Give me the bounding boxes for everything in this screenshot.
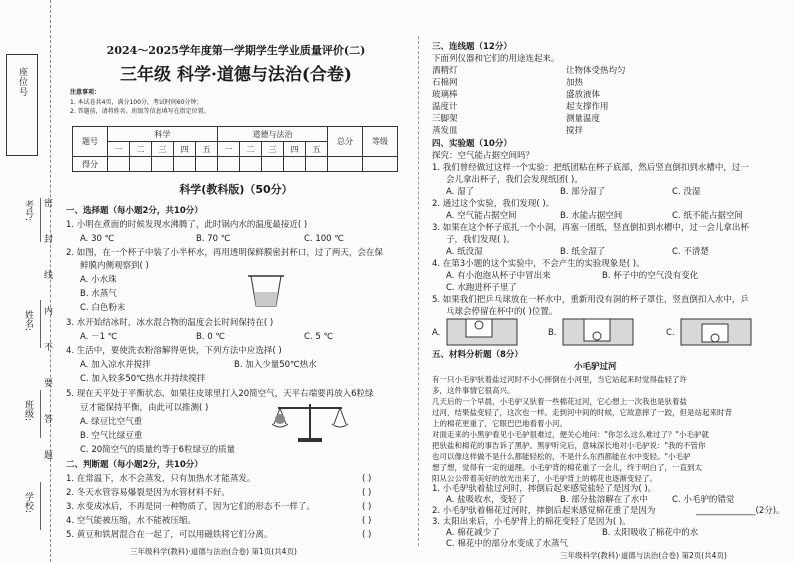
use-item[interactable]: 盛放液体: [566, 90, 601, 100]
pic-label: A.: [432, 328, 441, 338]
score-cell[interactable]: [174, 157, 196, 172]
q2-heading: 二、判断题（每小题2分，共10分）: [66, 460, 203, 470]
option: A. 加入凉水并搅拌: [80, 360, 151, 370]
story-line: 上的棉花更重了，它眼巴巴地看着小河。: [432, 419, 567, 428]
option: A. 棉花减少了: [446, 528, 500, 538]
story-line: 对面走来的小黑驴看见小毛驴很难过，便关心地问："你怎么这么难过了？"小毛驴就: [432, 430, 709, 439]
q4-heading: 四、实验题（10分）: [432, 139, 512, 149]
option: B. 部分湿了: [560, 187, 606, 197]
option: A. 30 ℃: [80, 234, 115, 244]
pic-label: B.: [548, 328, 557, 338]
question-line: 4. 生活中，要使洗衣粉溶解得更快，下列方法中应选择( ): [66, 346, 282, 356]
score-group-science: 科学: [108, 127, 218, 142]
option: C. 棉花中的部分水变成了水蒸气: [446, 539, 568, 549]
answer-paren[interactable]: ( ): [362, 502, 372, 512]
xuexiao-line[interactable]: [40, 482, 41, 530]
option: B. 70 ℃: [196, 234, 231, 244]
score-col: 五: [196, 142, 218, 157]
seal-char: 题: [44, 451, 54, 461]
score-table: [72, 126, 398, 172]
option: A. 盐吸收水，变轻了: [446, 495, 526, 505]
q4-line: 乓球会停留在杯中的( )位置。: [446, 307, 558, 317]
tool-item[interactable]: 三脚架: [432, 114, 458, 124]
exam-title: 三年级 科学·道德与法治(合卷): [120, 65, 352, 85]
seal-char: 不: [44, 343, 54, 353]
answer-paren[interactable]: ( ): [362, 516, 372, 526]
score-cell[interactable]: [196, 157, 218, 172]
story-line: 过河，结果盐变轻了，这次也一样。走到河中间的时候，它故意摔了一跤，但是站起来时背: [432, 408, 732, 417]
score-col: 五: [306, 142, 328, 157]
option: B. 0 ℃: [196, 332, 225, 342]
judge-item: 2. 冬天水管容易爆裂是因为水管材料不好。: [66, 488, 230, 498]
score-row-label: 得分: [73, 157, 108, 172]
seal-char: 要: [44, 379, 54, 389]
exam-subtitle: 2024～2025学年度第一学期学生学业质量评价(二): [106, 44, 366, 57]
score-group-moral: 道德与法治: [218, 127, 328, 142]
score-col: 一: [108, 142, 130, 157]
tool-item[interactable]: 玻璃棒: [432, 90, 458, 100]
tool-item[interactable]: 蒸发皿: [432, 126, 458, 136]
use-item[interactable]: 起支撑作用: [566, 102, 609, 112]
pic-label: C.: [666, 328, 675, 338]
q4-line: 子，我们发现( )。: [446, 235, 515, 245]
question-line: 2. 如图，在一个杯子中装了小半杯水，再用透明保鲜膜密封杯口，过了两天，会在保: [66, 248, 383, 258]
tool-item[interactable]: 温度计: [432, 102, 458, 112]
use-item[interactable]: 加热: [566, 78, 584, 88]
q4-line: 3. 如果在这个杯子底扎一个小洞，再塞一团纸，竖直倒扣到水槽中，过一会儿拿出杯: [432, 223, 749, 233]
q4-line: 会儿拿出杯子，我们会发现纸团( )。: [446, 175, 583, 185]
score-cell[interactable]: [363, 157, 398, 172]
balance-scale-figure: [270, 398, 350, 444]
score-col: 二: [130, 142, 152, 157]
question-line: 3. 水开始结冰时，冰水混合物的温度会长时间保持在( ): [66, 318, 274, 328]
page-fold: [418, 36, 419, 546]
tool-item[interactable]: 石棉网: [432, 78, 458, 88]
option: B. 部分盐溶解在了水中: [560, 495, 648, 505]
science-section-title: 科学(教科版)（50分）: [179, 183, 293, 196]
question-line: 5. 现在天平处于平衡状态，如果往皮球里打入20简空气，天平右端要再放入6粒绿: [66, 389, 374, 399]
answer-paren[interactable]: ( ): [362, 474, 372, 484]
score-grade: 等级: [363, 127, 398, 157]
score-total: 总分: [328, 127, 363, 157]
score-cell[interactable]: [108, 157, 130, 172]
score-cell[interactable]: [218, 157, 240, 172]
question-line: 豆才能保持平衡，由此可以推测( ): [80, 403, 209, 413]
notice-heading: 注意事项：: [70, 89, 101, 96]
answer-paren[interactable]: ( ): [362, 488, 372, 498]
option: A. 有小泡泡从杯子中冒出来: [446, 271, 551, 281]
judge-item: 1. 在常温下，水不会蒸发，只有加热水才能蒸发。: [66, 474, 256, 484]
question-line: 鲜膜内侧观察到( ): [80, 261, 149, 271]
q4-line: 4. 在第3小题的这个实验中，不会产生的实验现象是( )。: [432, 259, 645, 269]
option: C. 5 ℃: [304, 332, 333, 342]
score-col: 三: [152, 142, 174, 157]
story-line: 几天后的一个早晨，小毛驴又驮着一些棉花过河，它心想上一次我也是驮着盐: [432, 397, 687, 406]
seal-char: 答: [44, 415, 54, 425]
option: C. 不清楚: [672, 247, 709, 257]
kaohao-label: 考号:: [23, 200, 33, 222]
q5-blank[interactable]: ______________(2分)。: [696, 506, 785, 516]
option: C. 100 ℃: [304, 234, 344, 244]
score-cell[interactable]: [284, 157, 306, 172]
q5-heading: 五、材料分析题（8分）: [432, 350, 523, 360]
option: B. 水蒸气: [80, 289, 117, 299]
xuexiao-label: 学校:: [23, 492, 33, 514]
seat-label: 座位号: [17, 67, 27, 97]
score-row-label: 题号: [73, 127, 108, 157]
q4-line: 2. 通过这个实验，我们发现( )。: [432, 199, 555, 209]
score-col: 二: [240, 142, 262, 157]
story-title: 小毛驴过河: [574, 362, 617, 372]
q5-line: 3. 太阳出来后，小毛驴背上的棉花变轻了是因为( )。: [432, 517, 631, 527]
option: C. 20简空气的质量约等于6粒绿豆的质量: [80, 445, 236, 455]
judge-item: 5. 黄豆和铁屑混合在一起了，可以用磁铁将它们分离。: [66, 530, 273, 540]
notice-item: 1. 本试卷共4页，满分100分，考试时间60分钟；: [70, 99, 203, 106]
score-col: 四: [174, 142, 196, 157]
option: A. 小水珠: [80, 275, 117, 285]
option: C. 水跑进杯子里了: [446, 283, 517, 293]
use-item[interactable]: 搅拌: [566, 126, 584, 136]
q3-heading: 三、连线题（12分）: [432, 42, 512, 52]
option: C. 小毛驴的错觉: [672, 495, 735, 505]
score-cell[interactable]: [240, 157, 262, 172]
q4-line: 5. 如果我们把乒乓球放在一杯水中，重新用没有洞的杯子罩住，竖直倒扣入水中，乒: [432, 295, 749, 305]
option: A. 绿豆比空气重: [80, 417, 143, 427]
score-cell[interactable]: [262, 157, 284, 172]
notice-item: 2. 答题前，请将姓名、班级等信息填写在指定位置。: [70, 108, 210, 115]
q5-line: 2. 小毛驴驮着棉花过河时，摔倒后起来感觉棉花重了是因为: [432, 506, 656, 516]
tank-figure-c: [680, 318, 752, 346]
option: A. 纸没湿: [446, 247, 483, 257]
option: C. 纸不能占据空间: [672, 211, 743, 221]
use-item[interactable]: 让物体受热均匀: [566, 66, 626, 76]
score-col: 三: [262, 142, 284, 157]
question-line: 1. 小明在煮面的时候发现水沸腾了，此时锅内水的温度最接近( ): [66, 220, 308, 230]
q4-line: 探究：空气能占据空间吗？: [432, 151, 535, 161]
option: B. 纸全湿了: [560, 247, 606, 257]
score-cell[interactable]: [306, 157, 328, 172]
footer-right: 三年级科学(教科)·道德与法治(合卷) 第2页(共4页): [560, 551, 727, 560]
use-item[interactable]: 测量温度: [566, 114, 601, 124]
seal-char: 封: [44, 235, 54, 245]
tank-figure-a: [446, 318, 518, 346]
story-line: 也可以像这样做不是什么都能轻松的，不是什么东西都能在水中变轻。"小毛驴: [432, 452, 691, 461]
story-line: 想了想，觉得有一定的道理。小毛驴背的棉花重了一会儿，终于明白了，一直到太: [432, 463, 702, 472]
q5-line: 1. 小毛驴驮着盐过河时，摔倒后起来感觉盐轻了是因为( )。: [432, 484, 657, 494]
tool-item[interactable]: 酒精灯: [432, 66, 458, 76]
option: C. 没湿: [672, 187, 701, 197]
glass-cup-figure: [246, 272, 286, 308]
option: A. 空气能占据空间: [446, 211, 517, 221]
story-line: 阳从公公带着美好的放光出来了，小毛驴背上的棉花也逐渐变轻了。: [432, 474, 657, 483]
option: B. 加入少量50℃热水: [234, 360, 317, 370]
xingming-line[interactable]: [40, 300, 41, 348]
score-col: 一: [218, 142, 240, 157]
xingming-label: 姓名:: [23, 310, 33, 332]
option: C. 加入较多50℃热水并持续搅拌: [80, 374, 206, 384]
seal-char: 密: [44, 199, 54, 209]
footer-left: 三年级科学(教科)·道德与法治(合卷) 第1页(共4页): [130, 547, 297, 556]
score-cell[interactable]: [130, 157, 152, 172]
option: C. 白色粉末: [80, 303, 126, 313]
option: B. 空气比绿豆重: [80, 431, 143, 441]
q3-intro: 下面列仪器和它们的用途连起来。: [432, 54, 560, 64]
tank-figure-b: [562, 318, 634, 346]
banji-label: 班级:: [23, 400, 33, 422]
answer-paren[interactable]: ( ): [362, 530, 372, 540]
story-line: 有一只小毛驴驮着盐过河时不小心摔倒在小河里，当它站起来时觉得盐轻了许: [432, 375, 687, 384]
judge-item: 3. 水变成冰后，不再是同一种物质了，因为它们的形态不一样了。: [66, 502, 315, 512]
score-cell[interactable]: [328, 157, 363, 172]
story-line: 多，这件事情它很高兴。: [432, 386, 515, 395]
option: B. 太阳吸收了棉花中的水: [602, 528, 699, 538]
story-line: 把驮盐和棉花的事告诉了黑驴。黑驴听完后，意味深长地对小毛驴说："我的不管你: [432, 441, 706, 450]
seat-number-box[interactable]: [6, 54, 38, 156]
option: B. 水能占据空间: [560, 211, 623, 221]
q4-line: 1. 我们曾经做过这样一个实验：把纸团粘在杯子底部，然后竖直倒扣到水槽中，过一: [432, 163, 749, 173]
option: A. 湿了: [446, 187, 475, 197]
binding-strip: [0, 0, 54, 562]
seal-char: 内: [44, 307, 54, 317]
score-cell[interactable]: [152, 157, 174, 172]
option: B. 杯子中的空气没有变化: [602, 271, 699, 281]
score-col: 四: [284, 142, 306, 157]
judge-item: 4. 空气能被压缩，水不能被压缩。: [66, 516, 196, 526]
q1-heading: 一、选择题（每小题2分，共10分）: [66, 206, 203, 216]
banji-line[interactable]: [40, 390, 41, 438]
seal-char: 线: [44, 271, 54, 281]
kaohao-line[interactable]: [40, 198, 41, 242]
option: A. －1 ℃: [80, 332, 118, 342]
